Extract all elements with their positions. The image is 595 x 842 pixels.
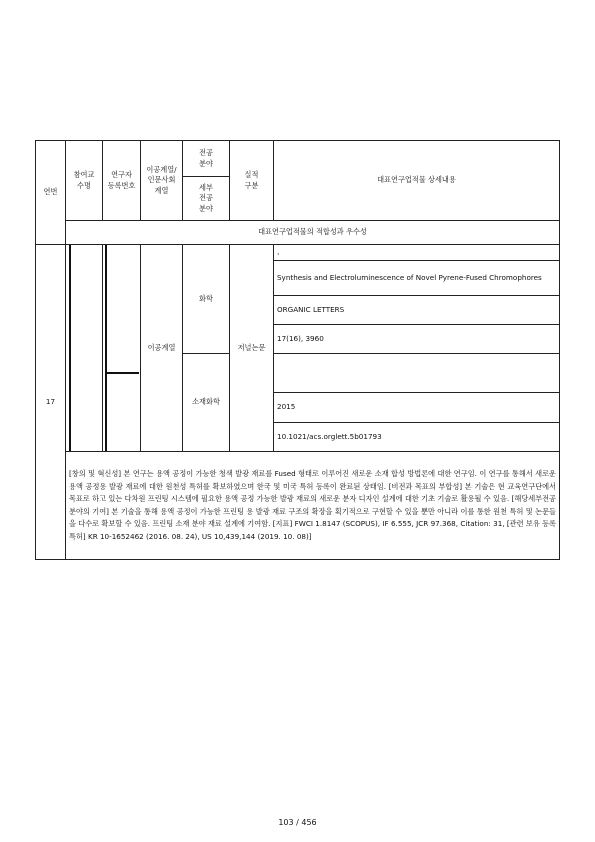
detail-line-1: 、 [274,245,560,261]
detail-year: 2015 [274,393,560,423]
header-sub-major: 세부 전공 분야 [183,177,230,221]
header-details: 대표연구업적물 상세내용 [274,141,560,221]
header-major: 전공 분야 [183,141,230,177]
achievement-table [35,140,560,560]
record-major: 화학 [183,245,230,354]
record-researcher-id [103,245,141,452]
header-suitability: 대표연구업적물의 적합성과 우수성 [66,221,560,245]
detail-doi: 10.1021/acs.orglett.5b01793 [274,423,560,452]
detail-title: Synthesis and Electroluminescence of Novel Pyrene-Fused Chromophores [274,261,560,296]
header-result-type: 실적 구분 [230,141,274,221]
record-sub-major: 소재화학 [183,354,230,452]
narrative-text: [창의 및 혁신성] 본 연구는 용액 공정이 가능한 청색 발광 재료를 Fused 형태로 이루어진 새로운 소재 합성 방법론에 대한 연구임. 이 연구를 통해서 새로운 용액 공정용 발광 재료에 대한 원천성 특허를 확보하였으며 한국 및 미국 특허 등록이 완료된 상태임. [비전과 목표의 부합성] 본 기술은 현 교육연구단에서 목표로 하고 있는 다차원 프린팅 시스템에 필요한 용액 공정 가능한 발광 재료의 새로운 분자 디자인 설계에 대한 기초 기술로 활용될 수 있음. [해당세부전공 분야의 기여] 본 기술을 통해 용액 공정이 가능한 프린팅 용 발광 재료 구조의 확장을 획기적으로 구현할 수 있을 뿐만 아니라 이를 통한 원천 특허 및 논문들을 다수로 확보할 수 있음. 프린팅 소재 분야 재료 설계에 기여함. [지표] FWCI 1.8147 (SCOPUS), IF 6.555, JCR 97.368, Citation: 31, [관련 보유 등록 특허] KR 10-1652462 (2016. 08. 24), US 10,439,144 (2019. 10. 08)] [66,452,560,560]
redacted-bar [68,245,100,451]
detail-empty [274,354,560,393]
record-row-no: 17 [36,245,66,560]
redacted-mark [105,245,138,451]
header-participant-name: 참여교 수명 [66,141,103,221]
header-researcher-id: 연구자 등록번호 [103,141,141,221]
header-row-no: 연번 [36,141,66,245]
record-participant-name [66,245,103,452]
detail-journal: ORGANIC LETTERS [274,296,560,325]
record-result-type: 저널논문 [230,245,274,452]
header-field-group: 이공계열/ 인문사회 계열 [141,141,183,221]
record-field-group: 이공계열 [141,245,183,452]
page-number: 103 / 456 [278,818,317,827]
detail-volume-pages: 17(16), 3960 [274,325,560,354]
